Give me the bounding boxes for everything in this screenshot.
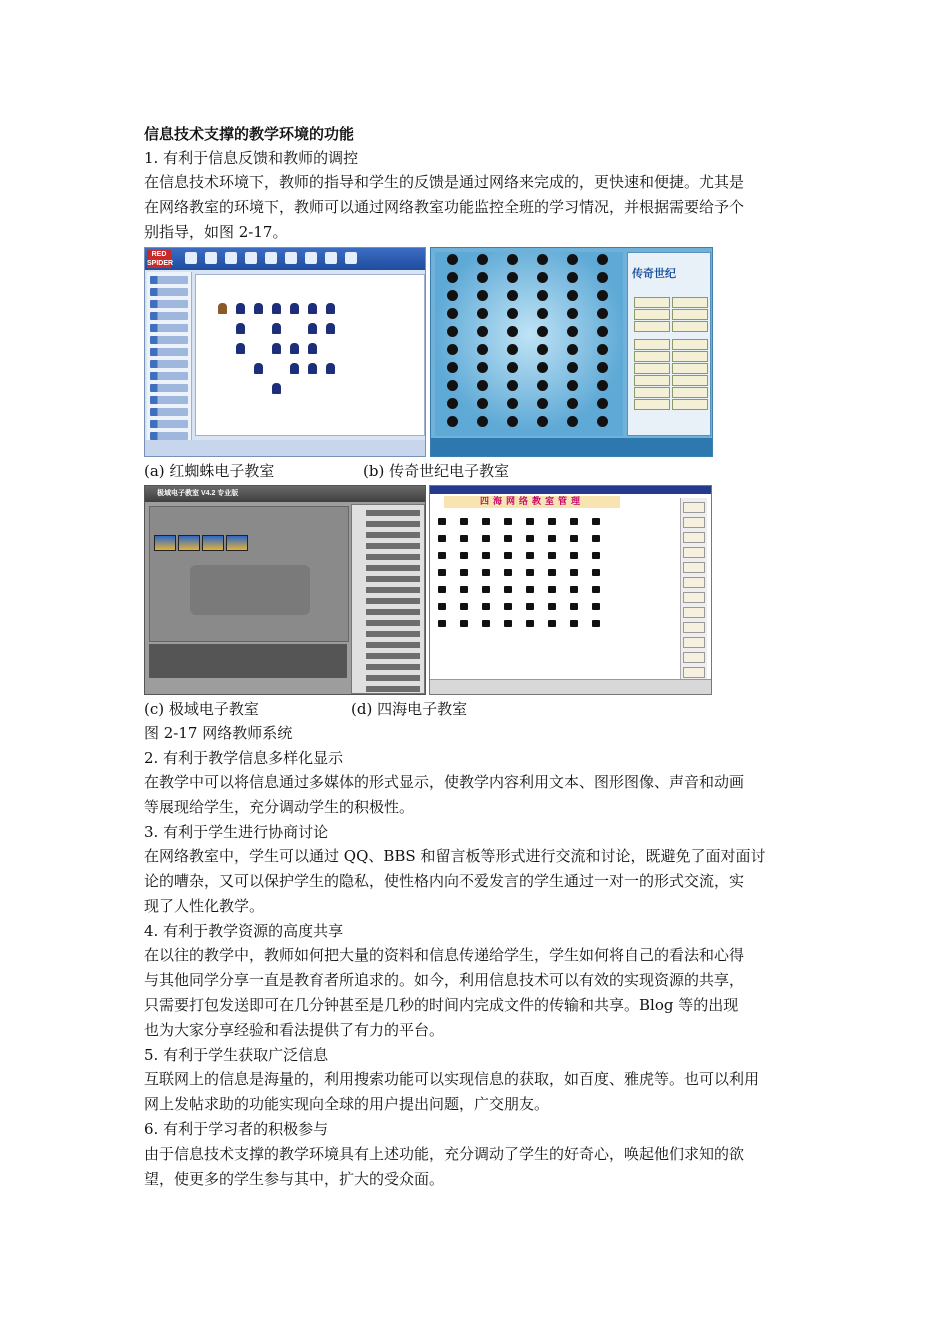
computer-icon	[482, 620, 490, 627]
heading-5: 5. 有利于学生获取广泛信息	[144, 1046, 329, 1065]
computer-icon	[482, 518, 490, 525]
paragraph-line: 别指导，如图 2-17。	[144, 223, 288, 242]
student-avatar	[447, 308, 458, 319]
computer-icon	[592, 552, 600, 559]
computer-icon	[570, 535, 578, 542]
toolbar-icon	[345, 252, 357, 264]
figure-row-bottom	[144, 485, 812, 697]
toolbar	[145, 248, 425, 270]
computer-icon	[592, 535, 600, 542]
computer-icon	[548, 552, 556, 559]
computer-icon	[482, 569, 490, 576]
paragraph-line: 互联网上的信息是海量的，利用搜索功能可以实现信息的获取，如百度、雅虎等。也可以利用	[144, 1070, 760, 1089]
paragraph-5	[144, 1067, 812, 1117]
computer-icon	[460, 620, 468, 627]
student-area	[195, 274, 425, 436]
paragraph-line: 与其他同学分享一直是教育者所追求的。如今，利用信息技术可以有效的实现资源的共享，	[144, 971, 745, 990]
computer-icon	[504, 535, 512, 542]
student-avatar	[507, 308, 518, 319]
student-avatar	[447, 290, 458, 301]
student-avatar	[447, 326, 458, 337]
student-avatar	[567, 272, 578, 283]
paragraph-line: 也为大家分享经验和看法提供了有力的平台。	[144, 1021, 445, 1040]
student-avatar	[477, 254, 488, 265]
student-avatar	[597, 272, 608, 283]
student-avatar	[597, 290, 608, 301]
caption-row-top	[144, 459, 812, 483]
paragraph-line: 由于信息技术支撑的教学环境具有上述功能，充分调动了学生的好奇心，唤起他们求知的欲	[144, 1144, 745, 1163]
student-avatar	[567, 290, 578, 301]
computer-icon	[460, 518, 468, 525]
computer-icon	[482, 603, 490, 610]
student-avatar	[567, 326, 578, 337]
figure-row-top	[144, 247, 812, 459]
computer-icon	[548, 569, 556, 576]
computer-icon	[482, 535, 490, 542]
student-avatar	[537, 326, 548, 337]
log-panel	[149, 644, 347, 678]
paragraph-1	[144, 170, 812, 245]
paragraph-line: 望，使更多的学生参与其中，扩大的受众面。	[144, 1169, 445, 1188]
paragraph-line: 在教学中可以将信息通过多媒体的形式显示，使教学内容利用文本、图形图像、声音和动画	[144, 772, 745, 791]
computer-icon	[570, 552, 578, 559]
computer-icon	[526, 535, 534, 542]
student-avatar	[507, 290, 518, 301]
computer-icon	[460, 535, 468, 542]
computer-icon	[504, 569, 512, 576]
computer-icon	[548, 586, 556, 593]
computer-icon	[526, 518, 534, 525]
computer-icon	[504, 518, 512, 525]
student-avatar	[537, 398, 548, 409]
heading-2: 2. 有利于教学信息多样化显示	[144, 748, 344, 767]
paragraph-6	[144, 1142, 812, 1192]
toolbar-icon	[305, 252, 317, 264]
computer-icon	[548, 535, 556, 542]
student-avatar	[597, 308, 608, 319]
student-avatar	[447, 416, 458, 427]
heading-4: 4. 有利于教学资源的高度共享	[144, 922, 344, 941]
section-title: 信息技术支撑的教学环境的功能	[144, 125, 355, 143]
student-avatar	[567, 344, 578, 355]
student-avatar	[507, 344, 518, 355]
preview-area	[149, 506, 349, 642]
computer-icon	[460, 586, 468, 593]
paragraph-line: 在网络教室的环境下，教师可以通过网络教室功能监控全班的学习情况，并根据需要给予个	[144, 198, 745, 217]
computer-icon	[504, 552, 512, 559]
computer-icon	[592, 518, 600, 525]
student-avatar	[597, 398, 608, 409]
computer-icon	[504, 620, 512, 627]
student-avatar	[477, 272, 488, 283]
status-bar	[430, 679, 711, 694]
student-avatar	[567, 380, 578, 391]
paragraph-line: 在以往的教学中，教师如何把大量的资料和信息传递给学生，学生如何将自己的看法和心得	[144, 946, 745, 965]
student-avatar	[567, 416, 578, 427]
student-avatar	[507, 254, 518, 265]
paragraph-3	[144, 844, 812, 919]
computer-icon	[548, 518, 556, 525]
paragraph-2	[144, 770, 812, 820]
student-avatar	[507, 326, 518, 337]
heading-6: 6. 有利于学习者的积极参与	[144, 1120, 329, 1139]
computer-icon	[570, 518, 578, 525]
legend-century-screenshot	[430, 247, 713, 457]
caption-row-bottom	[144, 697, 812, 721]
computer-icon	[592, 620, 600, 627]
caption-b: (b) 传奇世纪电子教室	[363, 462, 510, 481]
computer-icon	[592, 586, 600, 593]
computer-icon	[548, 620, 556, 627]
student-avatar	[477, 326, 488, 337]
computer-icon	[526, 620, 534, 627]
student-avatar	[477, 398, 488, 409]
computer-icon	[526, 569, 534, 576]
student-avatar	[567, 362, 578, 373]
student-avatar	[477, 308, 488, 319]
computer-icon	[438, 569, 446, 576]
computer-icon	[592, 569, 600, 576]
student-avatar	[537, 344, 548, 355]
student-avatar	[597, 344, 608, 355]
paragraph-line: 论的嘈杂，又可以保护学生的隐私，使性格内向不爱发言的学生通过一对一的形式交流，实	[144, 872, 745, 891]
student-avatar	[537, 362, 548, 373]
computer-icon	[438, 620, 446, 627]
toolbar-icon	[245, 252, 257, 264]
student-avatar	[477, 344, 488, 355]
student-avatar	[567, 308, 578, 319]
student-avatar	[477, 380, 488, 391]
student-avatar	[597, 326, 608, 337]
window-title: 极域电子教室 V4.2 专业版	[145, 486, 425, 502]
student-avatar	[537, 254, 548, 265]
window-title: 四海网络教室管理	[444, 496, 620, 508]
student-avatar	[477, 416, 488, 427]
student-avatar	[447, 362, 458, 373]
student-avatar	[507, 416, 518, 427]
action-panel	[680, 498, 707, 694]
student-avatar	[447, 272, 458, 283]
student-avatar	[447, 398, 458, 409]
student-avatar	[597, 416, 608, 427]
toolbar-icon	[185, 252, 197, 264]
student-avatar	[477, 290, 488, 301]
heading-1: 1. 有利于信息反馈和教师的调控	[144, 149, 359, 168]
computer-icon	[438, 535, 446, 542]
student-grid	[435, 252, 623, 436]
figure-caption: 图 2-17 网络教师系统	[144, 724, 293, 743]
paragraph-line: 只需要打包发送即可在几分钟甚至是几秒的时间内完成文件的传输和共享。Blog 等的出现	[144, 996, 739, 1015]
student-avatar	[507, 272, 518, 283]
student-avatar	[597, 380, 608, 391]
caption-d: (d) 四海电子教室	[351, 700, 468, 719]
paragraph-4	[144, 943, 812, 1043]
computer-icon	[570, 569, 578, 576]
computer-icon	[526, 586, 534, 593]
computer-icon	[438, 518, 446, 525]
student-avatar	[537, 272, 548, 283]
computer-icon	[526, 552, 534, 559]
toolbar-icon	[225, 252, 237, 264]
function-menu	[147, 272, 192, 454]
computer-icon	[438, 552, 446, 559]
bottom-bar	[431, 438, 712, 456]
computer-icon	[482, 586, 490, 593]
computer-icon	[526, 603, 534, 610]
toolbar-icon	[285, 252, 297, 264]
heading-3: 3. 有利于学生进行协商讨论	[144, 822, 329, 841]
computer-icon	[570, 586, 578, 593]
toolbar-icon	[265, 252, 277, 264]
computer-icon	[438, 586, 446, 593]
computer-icon	[504, 586, 512, 593]
student-avatar	[507, 380, 518, 391]
computer-icon	[438, 603, 446, 610]
red-spider-screenshot	[144, 247, 426, 457]
student-avatar	[447, 344, 458, 355]
red-spider-logo: RED SPIDER	[147, 251, 174, 268]
student-avatar	[537, 308, 548, 319]
paragraph-line: 网上发帖求助的功能实现向全球的用户提出问题，广交朋友。	[144, 1095, 550, 1114]
student-avatar	[567, 398, 578, 409]
mythware-screenshot	[144, 485, 426, 695]
computer-icon	[548, 603, 556, 610]
student-avatar	[537, 416, 548, 427]
student-avatar	[537, 290, 548, 301]
computer-icon	[482, 552, 490, 559]
computer-icon	[592, 603, 600, 610]
student-avatar	[537, 380, 548, 391]
status-bar	[145, 440, 425, 456]
caption-a: (a) 红蜘蛛电子教室	[144, 462, 275, 481]
computer-icon	[504, 603, 512, 610]
paragraph-line: 等展现给学生，充分调动学生的积极性。	[144, 797, 415, 816]
sihai-screenshot	[429, 485, 712, 695]
computer-icon	[460, 552, 468, 559]
student-avatar	[597, 362, 608, 373]
student-avatar	[507, 398, 518, 409]
computer-icon	[460, 569, 468, 576]
caption-c: (c) 极域电子教室	[144, 700, 259, 719]
paragraph-line: 现了人性化教学。	[144, 897, 265, 916]
computer-icon	[460, 603, 468, 610]
student-avatar	[447, 380, 458, 391]
student-avatar	[507, 362, 518, 373]
toolbar-icon	[325, 252, 337, 264]
student-avatar	[567, 254, 578, 265]
computer-icon	[570, 620, 578, 627]
paragraph-line: 在网络教室中，学生可以通过 QQ、BBS 和留言板等形式进行交流和讨论，既避免了面对面讨	[144, 847, 766, 866]
control-panel: 传奇世纪	[627, 252, 711, 436]
computer-grid	[430, 486, 680, 676]
computer-icon	[570, 603, 578, 610]
student-avatar	[477, 362, 488, 373]
paragraph-line: 在信息技术环境下，教师的指导和学生的反馈是通过网络来完成的，更快速和便捷。尤其是	[144, 173, 745, 192]
document-body	[144, 122, 812, 1192]
student-avatar	[447, 254, 458, 265]
toolbar-icon	[205, 252, 217, 264]
student-avatar	[597, 254, 608, 265]
command-menu	[351, 504, 425, 694]
